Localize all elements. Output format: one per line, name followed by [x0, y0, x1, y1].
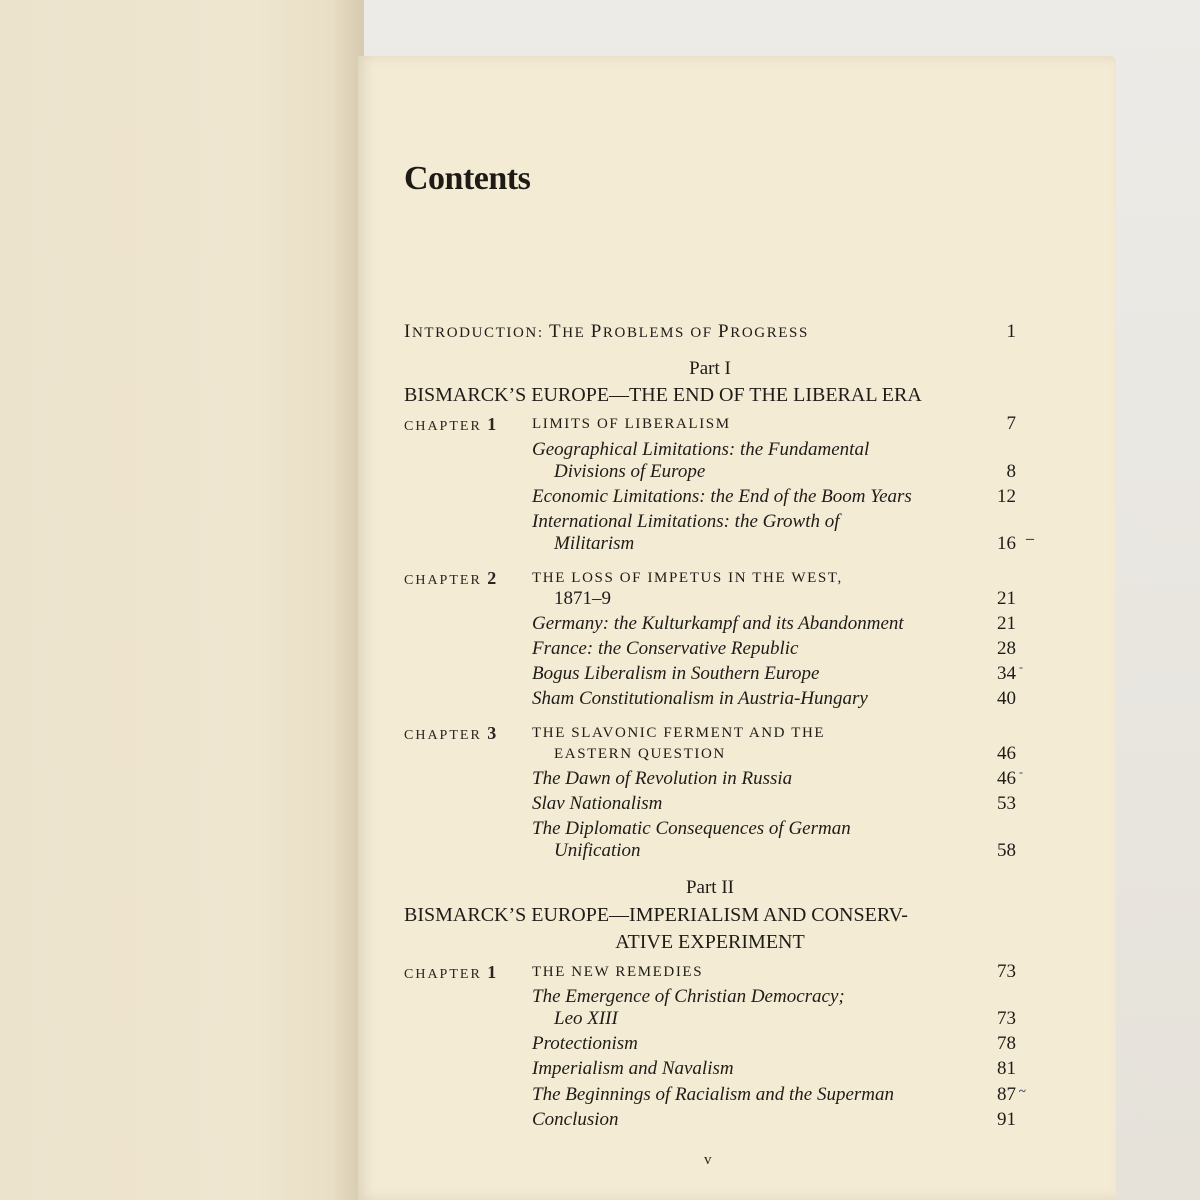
page-number: 34 [997, 663, 1016, 684]
section-title-cont: Militarism [554, 533, 635, 554]
chapter-title-cont: 1871–9 [554, 588, 611, 609]
section-title: Economic Limitations: the End of the Boom Years [532, 486, 912, 507]
section-row [404, 510, 1016, 534]
pencil-tick-mark: - [1019, 765, 1023, 779]
section-title: Germany: the Kulturkampf and its Abandonment [532, 613, 904, 634]
chapter-row-cont [404, 587, 1016, 611]
page-number: 12 [997, 486, 1016, 507]
section-row-cont [404, 1007, 1016, 1031]
section-row [404, 485, 1016, 509]
section-title: The Dawn of Revolution in Russia [532, 768, 793, 789]
section-row-cont [404, 460, 1016, 484]
section-title-cont: Leo XIII [554, 1008, 618, 1029]
page-number: 78 [997, 1033, 1016, 1054]
page-number: 40 [997, 688, 1016, 709]
page-number: 21 [997, 588, 1016, 609]
section-title: International Limitations: the Growth of [532, 511, 840, 532]
section-row [404, 1108, 1016, 1132]
page-folio: v [704, 1152, 712, 1168]
section-row-cont [404, 839, 1016, 863]
section-title-cont: Divisions of Europe [554, 461, 706, 482]
section-row [404, 438, 1016, 462]
section-title: Sham Constitutionalism in Austria-Hungary [532, 688, 868, 709]
section-row [404, 687, 1016, 711]
chapter-row-cont [404, 742, 1016, 766]
page-number: 91 [997, 1109, 1016, 1130]
section-row [404, 985, 1016, 1009]
page-number: 28 [997, 638, 1016, 659]
section-row [404, 792, 1016, 816]
chapter-label: CHAPTER 1 [404, 962, 497, 982]
chapter-row [404, 960, 1016, 984]
section-title: Protectionism [532, 1033, 638, 1054]
left-page [0, 0, 364, 1200]
chapter-title-cont: EASTERN QUESTION [554, 746, 726, 762]
pencil-tick-mark: - [1019, 660, 1023, 674]
page-number: 73 [997, 1008, 1016, 1029]
section-title: Geographical Limitations: the Fundamental [532, 439, 870, 460]
section-row [404, 662, 1016, 686]
page-number: 87 [997, 1084, 1016, 1105]
chapter-label: CHAPTER 1 [404, 414, 497, 434]
introduction-title: INTRODUCTION: THE PROBLEMS OF PROGRESS [404, 321, 809, 342]
pencil-tick-mark: ~ [1019, 1083, 1026, 1098]
chapter-row [404, 412, 1016, 436]
section-title: The Beginnings of Racialism and the Superman [532, 1084, 895, 1105]
page-number: 46 [997, 768, 1016, 789]
section-title: Conclusion [532, 1109, 619, 1130]
page-number: 81 [997, 1058, 1016, 1079]
section-row-cont [404, 532, 1016, 556]
part-heading: BISMARCK’S EUROPE—THE END OF THE LIBERAL ERA [404, 384, 922, 406]
page-number: 53 [997, 793, 1016, 814]
page-number: 8 [1006, 461, 1016, 482]
chapter-label: CHAPTER 2 [404, 568, 497, 588]
part-label: Part II [685, 877, 734, 898]
section-row [404, 767, 1016, 791]
chapter-title: THE LOSS OF IMPETUS IN THE WEST, [532, 570, 843, 586]
page-number: 7 [1006, 413, 1016, 434]
section-title: The Diplomatic Consequences of German [532, 818, 851, 839]
section-title-cont: Unification [554, 840, 641, 861]
part-heading-cont: ATIVE EXPERIMENT [615, 931, 805, 953]
chapter-title: THE NEW REMEDIES [532, 964, 704, 980]
section-row [404, 1057, 1016, 1081]
page-number: 58 [997, 840, 1016, 861]
section-title: Bogus Liberalism in Southern Europe [532, 663, 820, 684]
chapter-title: LIMITS OF LIBERALISM [532, 416, 731, 432]
page-number: 1 [1006, 321, 1016, 342]
toc-introduction [404, 320, 1016, 344]
page-number: 46 [997, 743, 1016, 764]
chapter-title: THE SLAVONIC FERMENT AND THE [532, 725, 826, 741]
section-title: France: the Conservative Republic [532, 638, 799, 659]
section-title: Imperialism and Navalism [532, 1058, 734, 1079]
section-row [404, 612, 1016, 636]
part-heading: BISMARCK’S EUROPE—IMPERIALISM AND CONSERV- [404, 904, 908, 926]
pencil-tick-mark: – [1026, 530, 1034, 547]
section-row [404, 1083, 1016, 1107]
section-row [404, 817, 1016, 841]
page-number: 16 [997, 533, 1016, 554]
section-title: Slav Nationalism [532, 793, 663, 814]
page-number: 21 [997, 613, 1016, 634]
chapter-label: CHAPTER 3 [404, 723, 497, 743]
section-row [404, 1032, 1016, 1056]
page-number: 73 [997, 961, 1016, 982]
part-label: Part I [689, 358, 731, 379]
page-title: Contents [404, 160, 531, 197]
section-row [404, 637, 1016, 661]
section-title: The Emergence of Christian Democracy; [532, 986, 845, 1007]
